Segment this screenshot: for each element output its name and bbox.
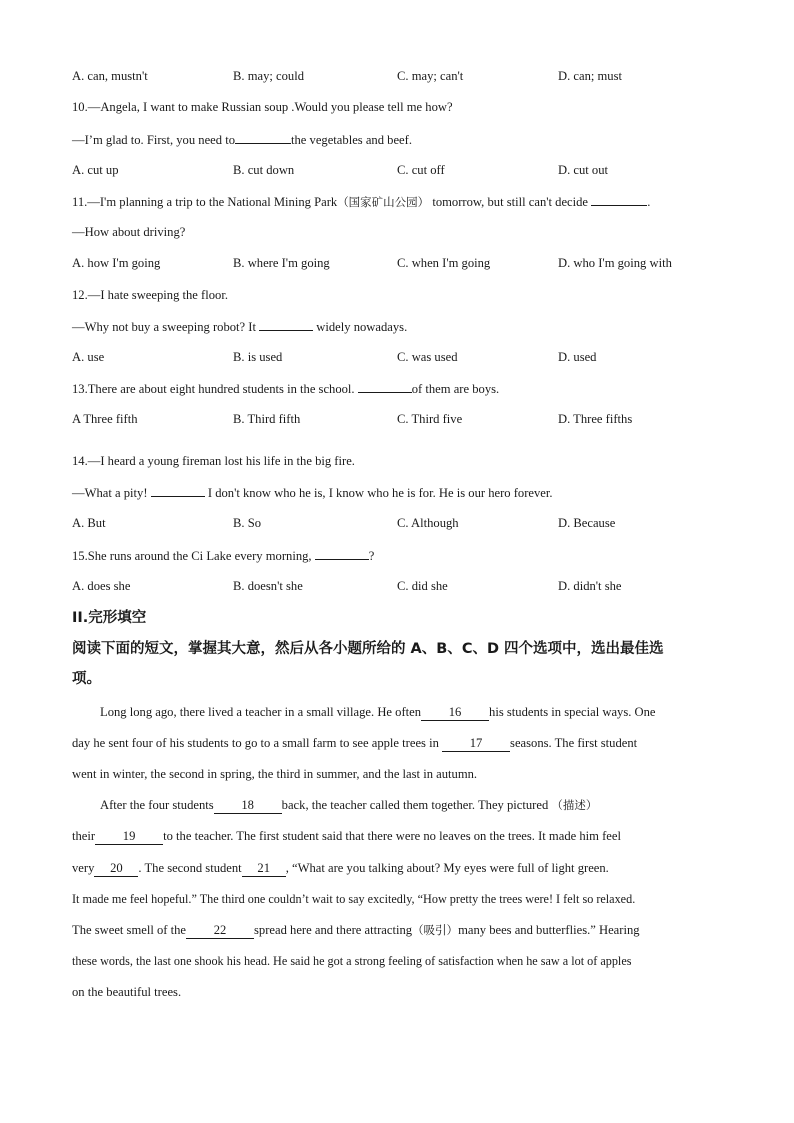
q11-stem-pre: 11.—I'm planning a trip to the National Mining Park xyxy=(72,195,338,209)
q11-option-a: A. how I'm going xyxy=(72,256,161,270)
q13-option-c: C. Third five xyxy=(397,412,463,426)
q11-stem-post: tomorrow, but still can't decide xyxy=(429,195,589,209)
q10-options xyxy=(72,162,722,178)
passage-p2-line4: It made me feel hopeful.” The third one couldn’t wait to say excitedly, “How pretty the trees were! I felt so relaxed. xyxy=(72,892,636,906)
passage-text: very xyxy=(72,861,95,875)
passage-chinese-note: （吸引） xyxy=(412,923,459,937)
passage-p2-line7: on the beautiful trees. xyxy=(72,985,182,999)
cloze-blank-22: 22 xyxy=(186,923,254,939)
q13-stem-pre: 13.There are about eight hundred students in the school. xyxy=(72,382,355,396)
q13-stem-post: of them are boys. xyxy=(411,382,500,396)
q15-option-c: C. did she xyxy=(397,579,448,593)
q12-reply-pre: —Why not buy a sweeping robot? It xyxy=(72,320,256,334)
q9-option-b: B. may; could xyxy=(233,69,305,83)
q12-option-d: D. used xyxy=(558,350,597,364)
q15-option-d: D. didn't she xyxy=(558,579,622,593)
q13-option-b: B. Third fifth xyxy=(233,412,301,426)
q12-option-b: B. is used xyxy=(233,350,283,364)
q13-option-d: D. Three fifths xyxy=(558,412,633,426)
passage-p2-line3 xyxy=(72,860,609,877)
q15-options xyxy=(72,578,722,594)
q12-stem: 12.—I hate sweeping the floor. xyxy=(72,288,228,302)
section-instruction-continued: 项。 xyxy=(72,671,101,687)
q12-reply xyxy=(72,318,407,335)
q10-reply xyxy=(72,131,412,148)
q11-reply: —How about driving? xyxy=(72,225,186,239)
q11-option-d: D. who I'm going with xyxy=(558,256,672,270)
cloze-blank-16: 16 xyxy=(421,705,489,721)
passage-text: spread here and there attracting xyxy=(254,923,413,937)
passage-text: , “What are you talking about? My eyes were full of light green. xyxy=(285,861,609,875)
q9-option-c: C. may; can't xyxy=(397,69,464,83)
passage-p2-line2 xyxy=(72,828,621,845)
q11-stem xyxy=(72,193,650,210)
q14-option-b: B. So xyxy=(233,516,261,530)
q14-reply xyxy=(72,484,553,501)
q14-option-a: A. But xyxy=(72,516,106,530)
q14-reply-post: I don't know who he is, I know who he is for. He is our hero forever. xyxy=(207,486,553,500)
answer-blank xyxy=(315,547,369,560)
passage-text: . The second student xyxy=(138,861,242,875)
passage-p1-line1 xyxy=(72,704,656,721)
passage-p2-line1 xyxy=(72,797,597,814)
q10-option-c: C. cut off xyxy=(397,163,445,177)
passage-text: Long long ago, there lived a teacher in a small village. He often xyxy=(100,705,422,719)
answer-blank xyxy=(259,318,313,331)
q12-option-c: C. was used xyxy=(397,350,458,364)
answer-blank xyxy=(358,380,412,393)
cloze-blank-20: 20 xyxy=(94,861,138,877)
passage-text: day he sent four of his students to go to a small farm to see apple trees in xyxy=(72,736,439,750)
cloze-blank-18: 18 xyxy=(214,798,282,814)
q10-option-b: B. cut down xyxy=(233,163,295,177)
answer-blank xyxy=(591,193,647,206)
passage-text: their xyxy=(72,829,96,843)
q9-option-d: D. can; must xyxy=(558,69,623,83)
passage-p1-line3: went in winter, the second in spring, the third in summer, and the last in autumn. xyxy=(72,767,478,781)
passage-text: seasons. The first student xyxy=(510,736,638,750)
q14-stem: 14.—I heard a young fireman lost his life in the big fire. xyxy=(72,454,355,468)
q10-stem: 10.—Angela, I want to make Russian soup .Would you please tell me how? xyxy=(72,100,453,114)
passage-p1-line2 xyxy=(72,735,637,752)
passage-text: to the teacher. The first student said that there were no leaves on the trees. It made him feel xyxy=(163,829,621,843)
section-title: II.完形填空 xyxy=(72,610,147,626)
q12-reply-post: widely nowadays. xyxy=(316,320,408,334)
q11-options xyxy=(72,255,722,271)
q13-options xyxy=(72,411,722,427)
q15-stem-post: ? xyxy=(368,549,375,563)
q11-stem-end: . xyxy=(647,195,651,209)
q11-option-b: B. where I'm going xyxy=(233,256,330,270)
answer-blank xyxy=(151,484,205,497)
cloze-blank-17: 17 xyxy=(442,736,510,752)
q13-option-a: A Three fifth xyxy=(72,412,138,426)
q10-reply-post: the vegetables and beef. xyxy=(291,133,412,147)
q15-stem-pre: 15.She runs around the Ci Lake every morning, xyxy=(72,549,312,563)
q11-stem-chinese: （国家矿山公园） xyxy=(337,195,430,209)
cloze-blank-21: 21 xyxy=(242,861,286,877)
q10-option-d: D. cut out xyxy=(558,163,609,177)
answer-blank xyxy=(235,131,291,144)
passage-text: back, the teacher called them together. They pictured xyxy=(281,798,549,812)
q14-option-c: C. Although xyxy=(397,516,459,530)
q14-option-d: D. Because xyxy=(558,516,616,530)
q13-stem xyxy=(72,380,499,397)
q14-options xyxy=(72,515,722,531)
q12-options xyxy=(72,349,722,365)
passage-text: many bees and butterflies.” Hearing xyxy=(458,923,640,937)
passage-p2-line5 xyxy=(72,922,640,939)
q9-options xyxy=(72,68,722,84)
q9-option-a: A. can, mustn't xyxy=(72,69,148,83)
q10-reply-pre: —I’m glad to. First, you need to xyxy=(72,133,235,147)
passage-chinese-note: （描述） xyxy=(551,798,598,812)
q15-option-b: B. doesn't she xyxy=(233,579,303,593)
q15-option-a: A. does she xyxy=(72,579,131,593)
passage-text: his students in special ways. One xyxy=(489,705,656,719)
q10-option-a: A. cut up xyxy=(72,163,119,177)
q11-option-c: C. when I'm going xyxy=(397,256,491,270)
q15-stem xyxy=(72,547,374,564)
passage-p2-line6: these words, the last one shook his head. He said he got a strong feeling of satisfaction when he saw a lot of apples xyxy=(72,954,632,968)
q14-reply-pre: —What a pity! xyxy=(72,486,148,500)
section-instruction: 阅读下面的短文，掌握其大意，然后从各小题所给的 A、B、C、D 四个选项中，选出最佳选 xyxy=(72,641,664,657)
passage-text: After the four students xyxy=(100,798,214,812)
passage-text: The sweet smell of the xyxy=(72,923,187,937)
cloze-blank-19: 19 xyxy=(95,829,163,845)
q12-option-a: A. use xyxy=(72,350,105,364)
